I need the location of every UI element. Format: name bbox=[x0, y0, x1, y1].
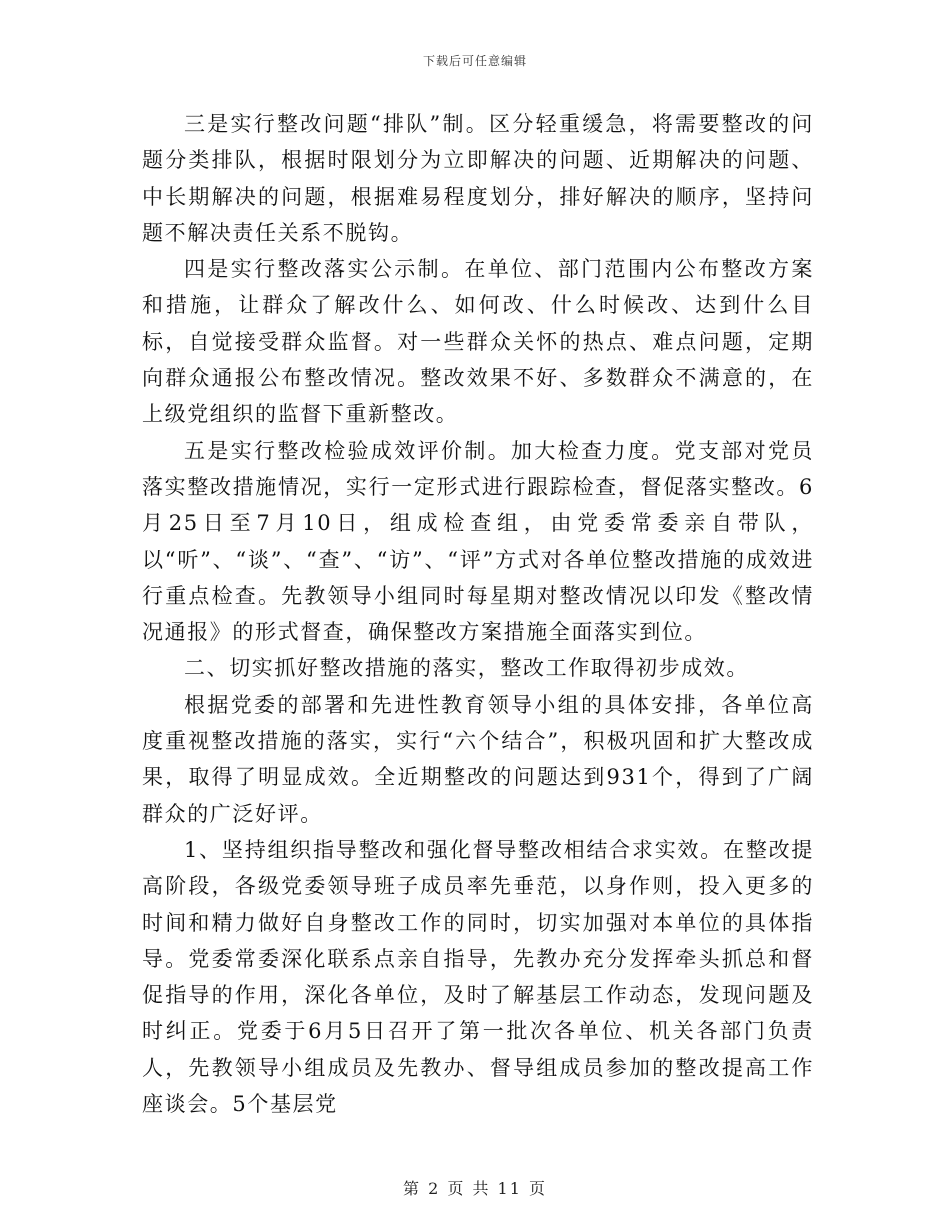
paragraph-3: 五是实行整改检验成效评价制。加大检查力度。党支部对党员落实整改措施情况，实行一定形式进行跟踪检查，督促落实整改。6月25日至7月10日，组成检查组，由党委常委亲自带队，以“听”、“谈”、“查”、“访”、“评”方式对各单位整改措施的成效进行重点检查。先教领导小组同时每星期对整改情况以印发《整改情况通报》的形式督查，确保整改方案措施全面落实到位。 bbox=[142, 438, 814, 645]
paragraph-5: 1、坚持组织指导整改和强化督导整改相结合求实效。在整改提高阶段，各级党委领导班子成员率先垂范，以身作则，投入更多的时间和精力做好自身整改工作的同时，切实加强对本单位的具体指导。党委常委深化联系点亲自指导，先教办充分发挥牵头抓总和督促指导的作用，深化各单位，及时了解基层工作动态，发现问题及时纠正。党委于6月5日召开了第一批次各单位、机关各部门负责人，先教领导小组成员及先教办、督导组成员参加的整改提高工作座谈会。5个基层党 bbox=[142, 837, 814, 1117]
paragraph-2: 四是实行整改落实公示制。在单位、部门范围内公布整改方案和措施，让群众了解改什么、如何改、什么时候改、达到什么目标，自觉接受群众监督。对一些群众关怀的热点、难点问题，定期向群众通报公布整改情况。整改效果不好、多数群众不满意的，在上级党组织的监督下重新整改。 bbox=[142, 257, 814, 427]
section-heading: 二、切实抓好整改措施的落实，整改工作取得初步成效。 bbox=[184, 656, 749, 681]
page-number-footer: 第 2 页 共 11 页 bbox=[403, 1179, 547, 1198]
paragraph-4: 根据党委的部署和先进性教育领导小组的具体安排，各单位高度重视整改措施的落实，实行“六个结合”，积极巩固和扩大整改成果，取得了明显成效。全近期整改的问题达到931个，得到了广阔群众的广泛好评。 bbox=[142, 692, 814, 826]
paragraph-1: 三是实行整改问题“排队”制。区分轻重缓急，将需要整改的问题分类排队，根据时限划分为立即解决的问题、近期解决的问题、中长期解决的问题，根据难易程度划分，排好解决的顺序，坚持问题不解决责任关系不脱钩。 bbox=[142, 112, 814, 245]
document-body bbox=[142, 106, 814, 1122]
page-header: 下载后可任意编辑 bbox=[422, 54, 527, 68]
